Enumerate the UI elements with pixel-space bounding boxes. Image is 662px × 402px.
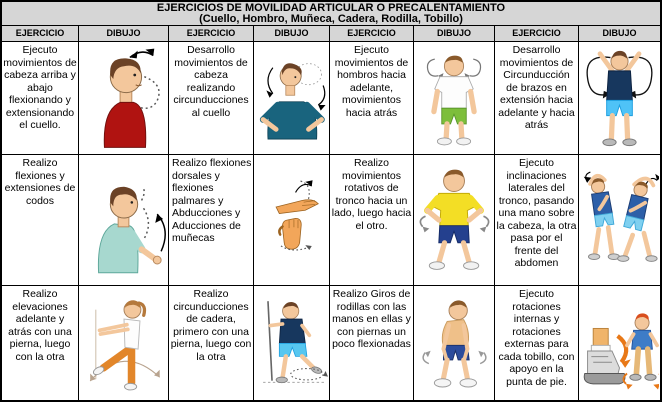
table-row — [2, 155, 660, 286]
trunk-rotation-drawing-svg — [416, 159, 493, 281]
exercise-ankle-rotation-text: Ejecuto rotaciones internas y rotaciones externas para cada tobillo, con apoyo en la punta de pie. — [495, 286, 579, 400]
table-header-row — [2, 26, 660, 42]
column-header-ejercicio-3: EJERCICIO — [330, 26, 414, 41]
leg-elevation-drawing-svg — [81, 289, 167, 397]
exercise-leg-elevation-text: Realizo elevaciones adelante y atrás con una pierna, luego con la otra — [2, 286, 79, 400]
trunk-rotation-illustration — [414, 155, 495, 286]
column-header-ejercicio-2: EJERCICIO — [169, 26, 254, 41]
elbow-flexion-extension-illustration — [79, 155, 169, 286]
exercise-wrist-movements-text: Realizo flexiones dorsales y flexiones palmares y Abducciones y Aducciones de muñecas — [169, 155, 254, 286]
knee-circles-illustration — [414, 286, 495, 400]
exercise-trunk-rotation-text: Realizo movimientos rotativos de tronco hacia un lado, luego hacia el otro. — [330, 155, 414, 286]
exercise-knee-circles-text: Realizo Giros de rodillas con las manos en ellas y con piernas un poco flexionadas — [330, 286, 414, 400]
trunk-lateral-inclination-illustration — [579, 155, 660, 286]
exercise-neck-circumduction-text: Desarrollo movimientos de cabeza realizando circunducciones al cuello — [169, 42, 254, 155]
neck-circumduction-illustration — [254, 42, 330, 155]
knee-circles-drawing-svg — [416, 289, 493, 397]
ankle-rotation-illustration — [579, 286, 660, 400]
ankle-rotation-drawing-svg — [580, 289, 659, 397]
arm-circumduction-drawing-svg — [580, 45, 659, 152]
hip-circumduction-illustration — [254, 286, 330, 400]
neck-flexion-extension-illustration — [79, 42, 169, 155]
exercise-lateral-inclination-text: Ejecuto inclinaciones laterales del tronco, pasando una mano sobre la cabeza, la otra pasa por el frente del abdomen — [495, 155, 579, 286]
column-header-ejercicio-1: EJERCICIO — [2, 26, 79, 41]
neck-flexion-drawing-svg — [81, 45, 167, 152]
exercise-elbow-flexion-text: Realizo flexiones y extensiones de codos — [2, 155, 79, 286]
table-row — [2, 42, 660, 155]
column-header-dibujo-3: DIBUJO — [414, 26, 495, 41]
neck-circumduction-drawing-svg — [255, 45, 328, 152]
column-header-ejercicio-4: EJERCICIO — [495, 26, 579, 41]
table-title-block — [2, 2, 660, 26]
table-row — [2, 286, 660, 400]
exercise-hip-circumduction-text: Realizo circunducciones de cadera, primero con una pierna, luego con la otra — [169, 286, 254, 400]
exercise-neck-flexion-text: Ejecuto movimientos de cabeza arriba y abajo flexionando y extensionando el cuello. — [2, 42, 79, 155]
wrist-flexion-abduction-illustration — [254, 155, 330, 286]
elbow-drawing-svg — [81, 160, 167, 280]
shoulder-drawing-svg — [419, 45, 489, 152]
exercise-shoulder-movements-text: Ejecuto movimientos de hombros hacia adelante, movimientos hacia atrás — [330, 42, 414, 155]
shoulder-forward-backward-illustration — [414, 42, 495, 155]
page-subtitle: (Cuello, Hombro, Muñeca, Cadera, Rodilla, Tobillo) — [199, 13, 463, 25]
column-header-dibujo-4: DIBUJO — [602, 28, 637, 38]
page-title: EJERCICIOS DE MOVILIDAD ARTICULAR O PRECALENTAMIENTO — [156, 2, 506, 14]
exercise-arm-circumduction-text: Desarrollo movimientos de Circunducción de brazos en extensión hacia adelante y hacia atrás — [495, 42, 579, 155]
arm-circumduction-illustration — [579, 42, 660, 155]
lateral-inclination-drawing-svg — [580, 159, 659, 281]
leg-elevation-illustration — [79, 286, 169, 400]
column-header-dibujo-2: DIBUJO — [254, 26, 330, 41]
column-header-dibujo-1: DIBUJO — [79, 26, 169, 41]
wrist-drawing-svg — [255, 159, 328, 281]
hip-circumduction-drawing-svg — [255, 289, 328, 397]
